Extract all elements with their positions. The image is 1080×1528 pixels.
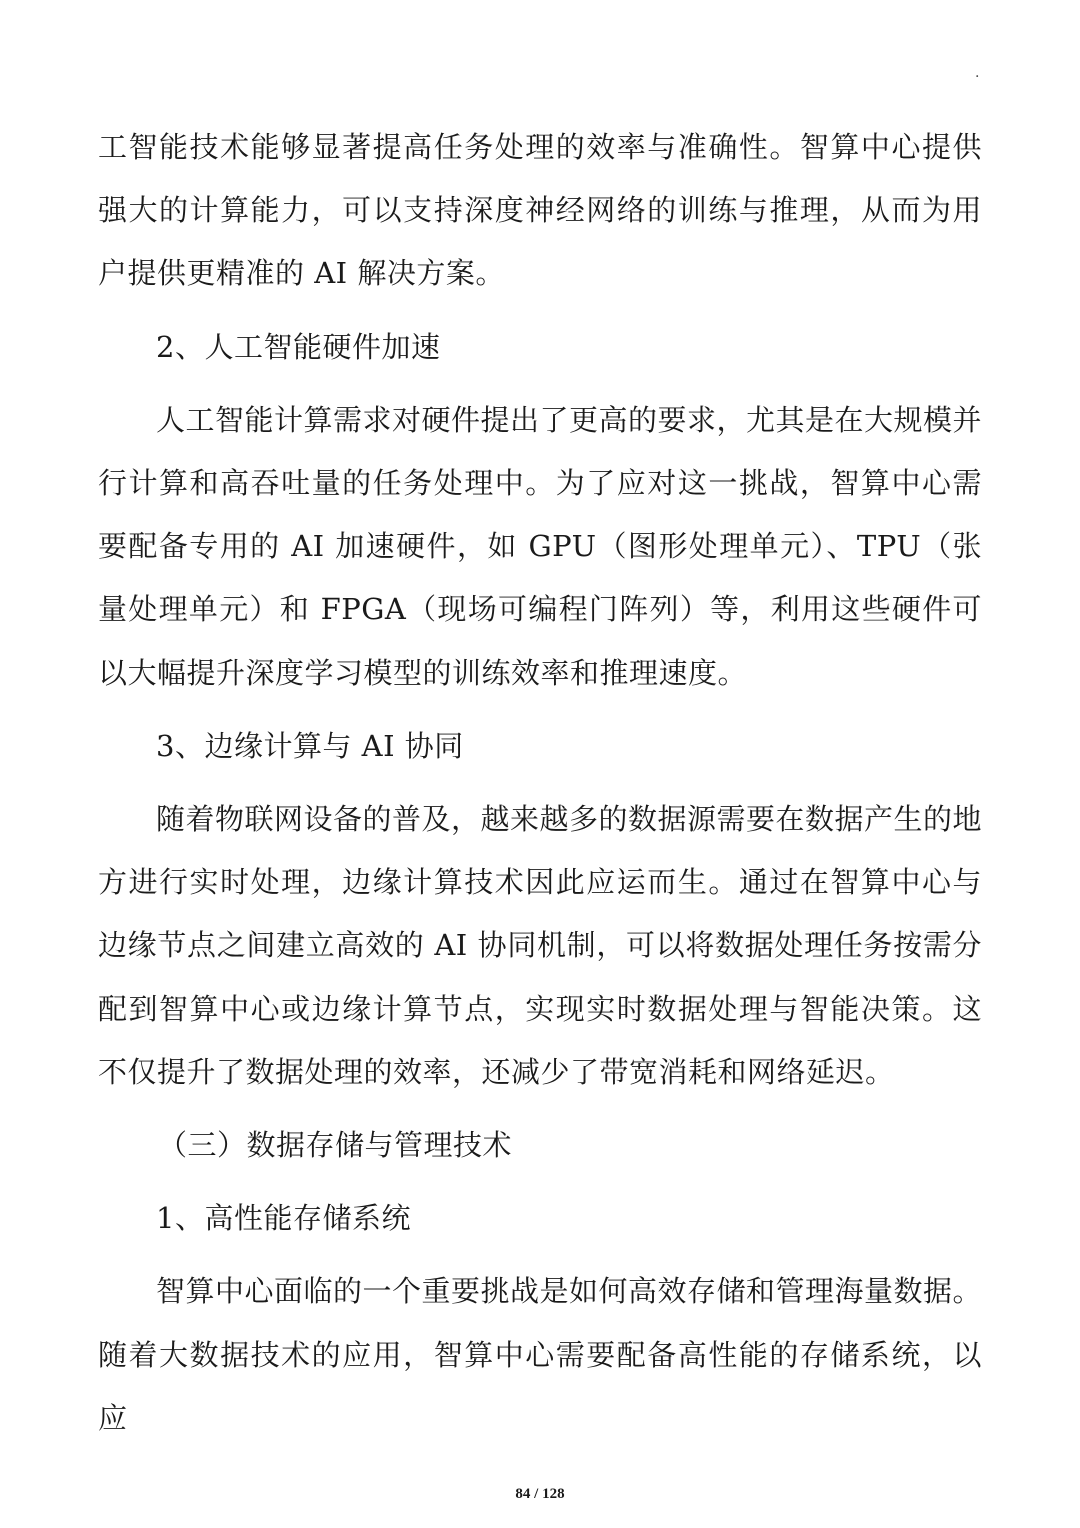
section-heading-ai-hardware: 2、人工智能硬件加速: [156, 329, 441, 364]
paragraph-edge-computing: 随着物联网设备的普及，越来越多的数据源需要在数据产生的地方进行实时处理，边缘计算技术因此应运而生。通过在智算中心与边缘节点之间建立高效的 AI 协同机制，可以将数据处理任务按需分配到智算中心或边缘计算节点，实现实时数据处理与智能决策。这不仅提升了数据处理的效率，还减少了带宽消耗和网络延迟。: [98, 802, 983, 1089]
chapter-heading-data-storage: （三）数据存储与管理技术: [158, 1128, 513, 1163]
paragraph-continued: 工智能技术能够显著提高任务处理的效率与准确性。智算中心提供强大的计算能力，可以支持深度神经网络的训练与推理，从而为用户提供更精准的 AI 解决方案。: [98, 130, 982, 291]
corner-mark: ·: [975, 69, 980, 85]
page-number: 84 / 128: [515, 1486, 565, 1502]
paragraph-ai-hardware: 人工智能计算需求对硬件提出了更高的要求，尤其是在大规模并行计算和高吞吐量的任务处理中。为了应对这一挑战，智算中心需要配备专用的 AI 加速硬件，如 GPU（图形处理单元）、TPU（张量处理单元）和 FPGA（现场可编程门阵列）等，利用这些硬件可以大幅提升深度学习模型的训练效率和推理速度。: [98, 402, 983, 690]
paragraph-storage-system: 智算中心面临的一个重要挑战是如何高效存储和管理海量数据。随着大数据技术的应用，智算中心需要配备高性能的存储系统，以应: [98, 1274, 983, 1435]
page-body: [98, 116, 982, 1450]
section-heading-storage-system: 1、高性能存储系统: [156, 1201, 411, 1236]
section-heading-edge-computing: 3、边缘计算与 AI 协同: [156, 728, 464, 763]
